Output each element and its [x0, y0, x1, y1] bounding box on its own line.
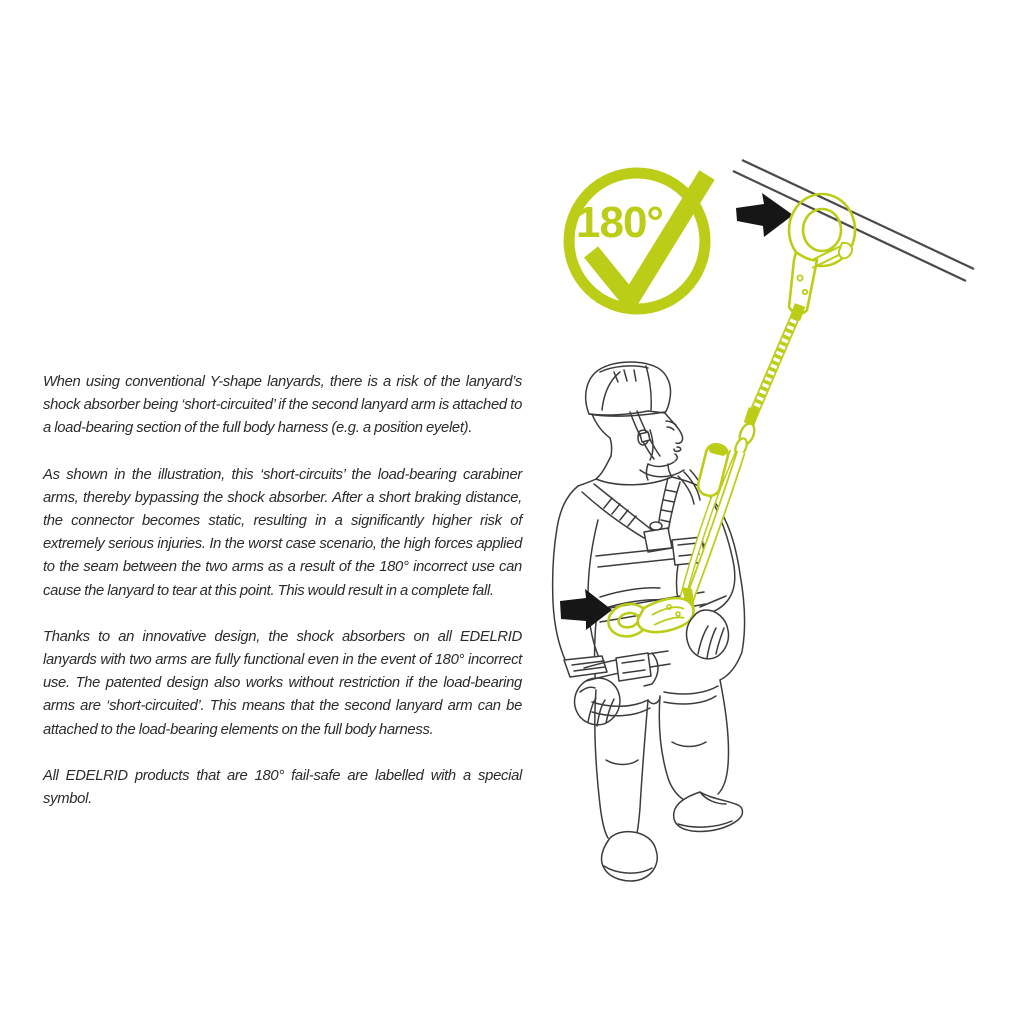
boots — [602, 792, 743, 881]
badge-label: 180° — [576, 198, 664, 247]
article-text — [43, 371, 522, 811]
helmet — [586, 362, 671, 416]
far-glove — [687, 610, 729, 659]
paragraph-3: Thanks to an innovative design, the shock absorbers on all EDELRID lanyards with two arms are fully functional even in the event of 180° incorrect use. The patented design also works without restriction if the load-bearing arms are ‘short-circuited’. This means that the second lanyard arm can be attached to the load-bearing elements on the full body harness. — [43, 628, 522, 738]
near-arm — [553, 486, 607, 677]
near-glove — [575, 678, 620, 726]
face — [592, 411, 683, 480]
paragraph-1: When using conventional Y-shape lanyards, there is a risk of the lanyard’s shock absorber being ‘short-circuited’ if the second lanyard arm is attached to a load-bearing section of the full body harness (e.g. a position eyelet). — [43, 374, 522, 437]
paragraph-2: As shown in the illustration, this ‘short-circuits’ the load-bearing carabiner arms, thereby bypassing the shock absorber. After a short braking distance, the connector becomes static, resulting in a significantly higher risk of extremely serious injuries. In the worst case scenario, the high forces applied to the seam between the two arms as a result of the 180° incorrect use can cause the lanyard to tear at this point. This would result in a complete fall. — [43, 466, 522, 599]
paragraph-4: All EDELRID products that are 180° fail-safe are labelled with a special symbol. — [43, 767, 522, 808]
fail-safe-badge — [569, 173, 707, 309]
arrow-right-icon-top — [736, 193, 793, 237]
lanyard-illustration — [530, 128, 1024, 920]
lanyard-rope — [749, 305, 800, 424]
